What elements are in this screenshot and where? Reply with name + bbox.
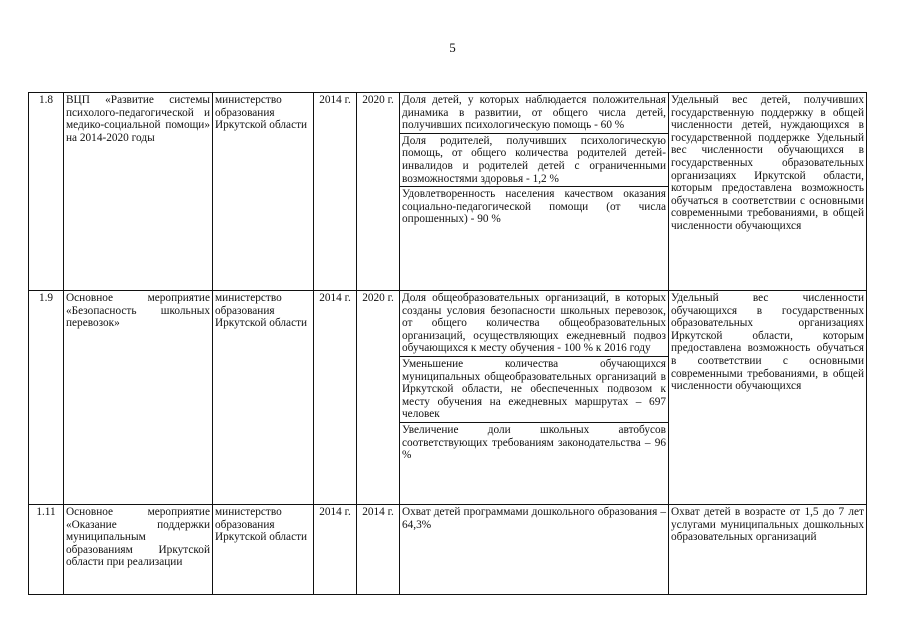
indicators-cell [400,93,669,291]
target-indicator: Охват детей в возрасте от 1,5 до 7 лет услугами муниципальных дошкольных образовательных организаций [669,505,867,595]
target-indicator: Удельный вес численности обучающихся в государственных образовательных организациях Иркутской области, которым предоставлена возможность обучаться в соответствии с основными современными требованиями, в общей численности обучающихся [669,291,867,505]
row-number: 1.8 [29,93,64,291]
measures-table [28,92,867,595]
executor: министерство образования Иркутской области [213,291,314,505]
year-end: 2014 г. [357,505,400,595]
indicator: Доля родителей, получивших психологическую помощь, от общего количества родителей детей-инвалидов и родителей детей с ограниченными возможностями здоровья - 1,2 % [402,134,666,185]
year-end: 2020 г. [357,93,400,291]
table-row [29,291,867,505]
indicator: Удовлетворенность населения качеством оказания социально-педагогической помощи (от числа опрошенных) - 90 % [402,188,666,226]
year-start: 2014 г. [314,93,357,291]
row-number: 1.9 [29,291,64,505]
measure-name: Основное мероприятие «Безопасность школьных перевозок» [64,291,213,505]
executor: министерство образования Иркутской области [213,505,314,595]
row-number: 1.11 [29,505,64,595]
table-row [29,505,867,595]
indicators-cell [400,505,669,595]
indicators-cell [400,291,669,505]
year-start: 2014 г. [314,291,357,505]
indicator: Увеличение доли школьных автобусов соответствующих требованиям законодательства – 96 % [402,423,666,462]
indicator: Охват детей программами дошкольного образования – 64,3% [402,506,666,531]
table-row [29,93,867,291]
indicator: Уменьшение количества обучающихся муниципальных общеобразовательных организаций в Иркутской области, не обеспеченных подвозом к месту обучения на ежедневных маршрутах – 697 человек [402,357,666,421]
indicator: Доля детей, у которых наблюдается положительная динамика в развитии, от общего числа детей, получивших психологическую помощь - 60 % [402,94,666,132]
executor: министерство образования Иркутской области [213,93,314,291]
year-end: 2020 г. [357,291,400,505]
measure-name: Основное мероприятие «Оказание поддержки муниципальным образованиям Иркутской области при реализации [64,505,213,595]
target-indicator: Удельный вес детей, получивших государственную поддержку в общей численности детей, нуждающихся в государственной поддержке Удельный вес численности обучающихся в государственных образовательных организациях Иркутской области, которым предоставлена возможность обучаться в соответствии с основными современными требованиями, в общей численности обучающихся [669,93,867,291]
indicator: Доля общеобразовательных организаций, в которых созданы условия безопасности школьных перевозок, от общего количества общеобразовательных организаций, осуществляющих ежедневный подвоз обучающихся к месту обучения - 100 % к 2016 году [402,292,666,355]
page-number: 5 [449,40,456,55]
measure-name: ВЦП «Развитие системы психолого-педагогической и медико-социальной помощи» на 2014-2020 годы [64,93,213,291]
year-start: 2014 г. [314,505,357,595]
